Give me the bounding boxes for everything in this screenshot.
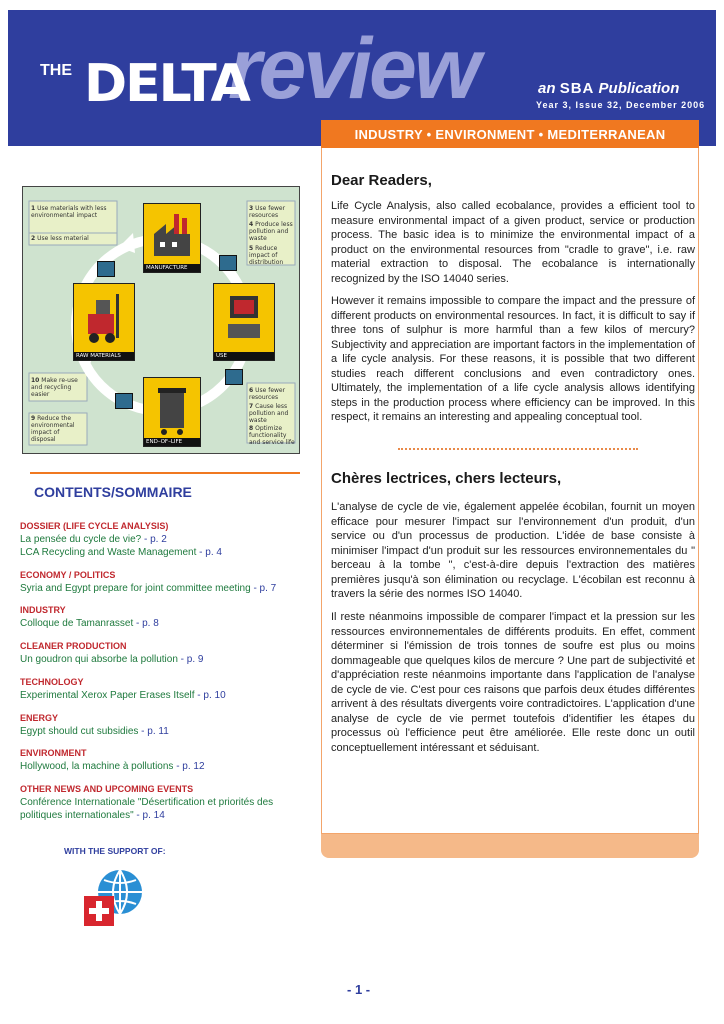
- use-label: USE: [214, 352, 274, 360]
- toc-section: [20, 712, 310, 738]
- page-number: - 1 -: [347, 982, 371, 997]
- toc-section-title: ENVIRONMENT: [20, 748, 87, 758]
- toc-section: [20, 747, 310, 773]
- toc-section-title: ENERGY: [20, 713, 59, 723]
- forklift-icon: [74, 284, 134, 350]
- toc-section-title: ECONOMY / POLITICS: [20, 570, 116, 580]
- manufacture-stage: [143, 203, 201, 273]
- english-heading: Dear Readers,: [331, 172, 432, 189]
- diagram-label-5: 5 Reduce impact of distribution: [249, 245, 284, 266]
- truck-icon: [225, 369, 243, 385]
- toc-item[interactable]: Egypt should cut subsidies - p. 11: [20, 726, 169, 737]
- french-paragraph-1: L'analyse de cycle de vie, également appelée écobilan, fournit un moyen efficace pour mesurer l'impact sur l'environnement d'un produit, d'un service ou d'un processus de production. L'idée de base consiste à minimiser l'impact d'un produit sur les ressources environnementales du " berceau à la tombe ", c'est-à-dire depuis l'extraction des matières premières jusqu'à son élimination ou recyclage. L'écobilan est reconnu à travers la série des normes ISO 14040.: [331, 501, 695, 600]
- toc-item[interactable]: Colloque de Tamanrasset - p. 8: [20, 618, 159, 629]
- bin-icon: [144, 378, 200, 438]
- toc-section: [20, 640, 310, 666]
- truck-icon: [115, 393, 133, 409]
- toc-item[interactable]: Experimental Xerox Paper Erases Itself - p. 10: [20, 690, 226, 701]
- end-of-life-label: END–OF–LIFE: [144, 438, 200, 446]
- diagram-label-2: 2 Use less material: [31, 235, 89, 242]
- issue-info: Year 3, Issue 32, December 2006: [536, 100, 706, 110]
- toc-section-title: TECHNOLOGY: [20, 677, 84, 687]
- raw-materials-stage: [73, 283, 135, 361]
- french-heading: Chères lectrices, chers lecteurs,: [331, 470, 562, 487]
- truck-icon: [219, 255, 237, 271]
- english-paragraph-1: Life Cycle Analysis, also called ecobalance, provides a efficient tool to measure environmental impact of a given product, service or production process. The basic idea is to minimize the environmental impact of a product on the environmental resources from "cradle to grave", i.e. raw material extraction to disposal. The ecobalance is internationally recognized by the ISO 14040 series.: [331, 200, 695, 285]
- contents-title: CONTENTS/SOMMAIRE: [34, 484, 192, 500]
- masthead-the: THE: [40, 62, 72, 79]
- toc-item[interactable]: Un goudron qui absorbe la pollution - p. 9: [20, 654, 204, 665]
- toc-item[interactable]: LCA Recycling and Waste Management - p. 4: [20, 547, 222, 558]
- english-paragraph-2: However it remains impossible to compare the impact and the pressure of different products on environmental resources. In fact, it is difficult to say if three tons of sulphur is more harmful than a few kilos of mercury? Subjectivity and appreciation are important factors in the implementation of a life cycle analysis. For these reasons, it is possible that two different studies reach different conclusions and even contradictory ones. Ultimately, the implementation of a life cycle analysis allows identifying steps in the production process where efficiency can be improved. In this respect, it remains an interesting and appealing conceptual tool.: [331, 295, 695, 423]
- toc-section-title: CLEANER PRODUCTION: [20, 641, 127, 651]
- diagram-label-9: 9 Reduce the environmental impact of disposal: [31, 415, 75, 443]
- diagram-label-4: 4 Produce less pollution and waste: [249, 221, 293, 242]
- french-paragraph-2: Il reste néanmoins impossible de comparer l'impact et la pression sur les ressources environnementales de différents produits. En effet, comment déterminer si l'émission de trois tonnes de soufre est plus ou moins dommageable que quelques kilos de mercure ? Une part de subjectivité et d'appréciation reste néanmoins importante dans l'application de l'analyse de cycle de vie. C'est pour ces raisons que parfois deux études différentes arrivent à des résultats divergents voire contradictoires. L'application d'une analyse de cycle de vie permet toutefois d'identifier les étapes du processus où l'efficience peut être améliorée. Elle reste donc un outil conceptuellement intéressant et séduisant.: [331, 611, 695, 754]
- dotted-divider: [398, 448, 638, 450]
- tagline-bar: INDUSTRY • ENVIRONMENT • MEDITERRANEAN: [321, 120, 699, 148]
- toc-item[interactable]: Conférence Internationale "Désertification et priorités des politiques internationales" - p. 14: [20, 797, 274, 821]
- publication-prefix: an: [538, 80, 556, 97]
- toc-section-title: OTHER NEWS AND UPCOMING EVENTS: [20, 784, 194, 794]
- toc-section: [20, 520, 310, 559]
- toc-section-title: INDUSTRY: [20, 605, 66, 615]
- diagram-label-8: 8 Optimize functionality and service life: [249, 425, 295, 446]
- toc-item[interactable]: La pensée du cycle de vie? - p. 2: [20, 534, 167, 545]
- masthead-delta: DELTA: [84, 54, 249, 114]
- toc-section-title: DOSSIER (LIFE CYCLE ANALYSIS): [20, 521, 169, 531]
- publication-line: [538, 80, 679, 97]
- publication-suffix: Publication: [598, 80, 680, 97]
- toc-item[interactable]: Syria and Egypt prepare for joint committee meeting - p. 7: [20, 583, 277, 594]
- end-of-life-stage: [143, 377, 201, 447]
- diagram-label-3: 3 Use fewer resources: [249, 205, 286, 219]
- diagram-label-7: 7 Cause less pollution and waste: [249, 403, 289, 424]
- diagram-label-6: 6 Use fewer resources: [249, 387, 286, 401]
- toc-section: [20, 783, 310, 822]
- toc-section: [20, 569, 310, 595]
- swiss-globe-logo-icon: [82, 866, 146, 930]
- editorial-box-footer: [321, 834, 699, 858]
- diagram-label-1: 1 Use materials with less environmental impact: [31, 205, 107, 219]
- truck-icon: [97, 261, 115, 277]
- computer-icon: [214, 284, 274, 350]
- manufacture-label: MANUFACTURE: [144, 264, 200, 272]
- life-cycle-diagram: [22, 186, 300, 454]
- use-stage: [213, 283, 275, 361]
- factory-icon: [144, 204, 200, 264]
- toc-item[interactable]: Hollywood, la machine à pollutions - p. 12: [20, 761, 205, 772]
- support-label: WITH THE SUPPORT OF:: [64, 846, 166, 856]
- masthead-review: review: [228, 21, 478, 117]
- toc-section: [20, 676, 310, 702]
- raw-materials-label: RAW MATERIALS: [74, 352, 134, 360]
- diagram-label-10: 10 Make re-use and recycling easier: [31, 377, 78, 398]
- contents-rule: [30, 472, 300, 474]
- sba-logo: SBA: [559, 80, 595, 97]
- toc-section: [20, 604, 310, 630]
